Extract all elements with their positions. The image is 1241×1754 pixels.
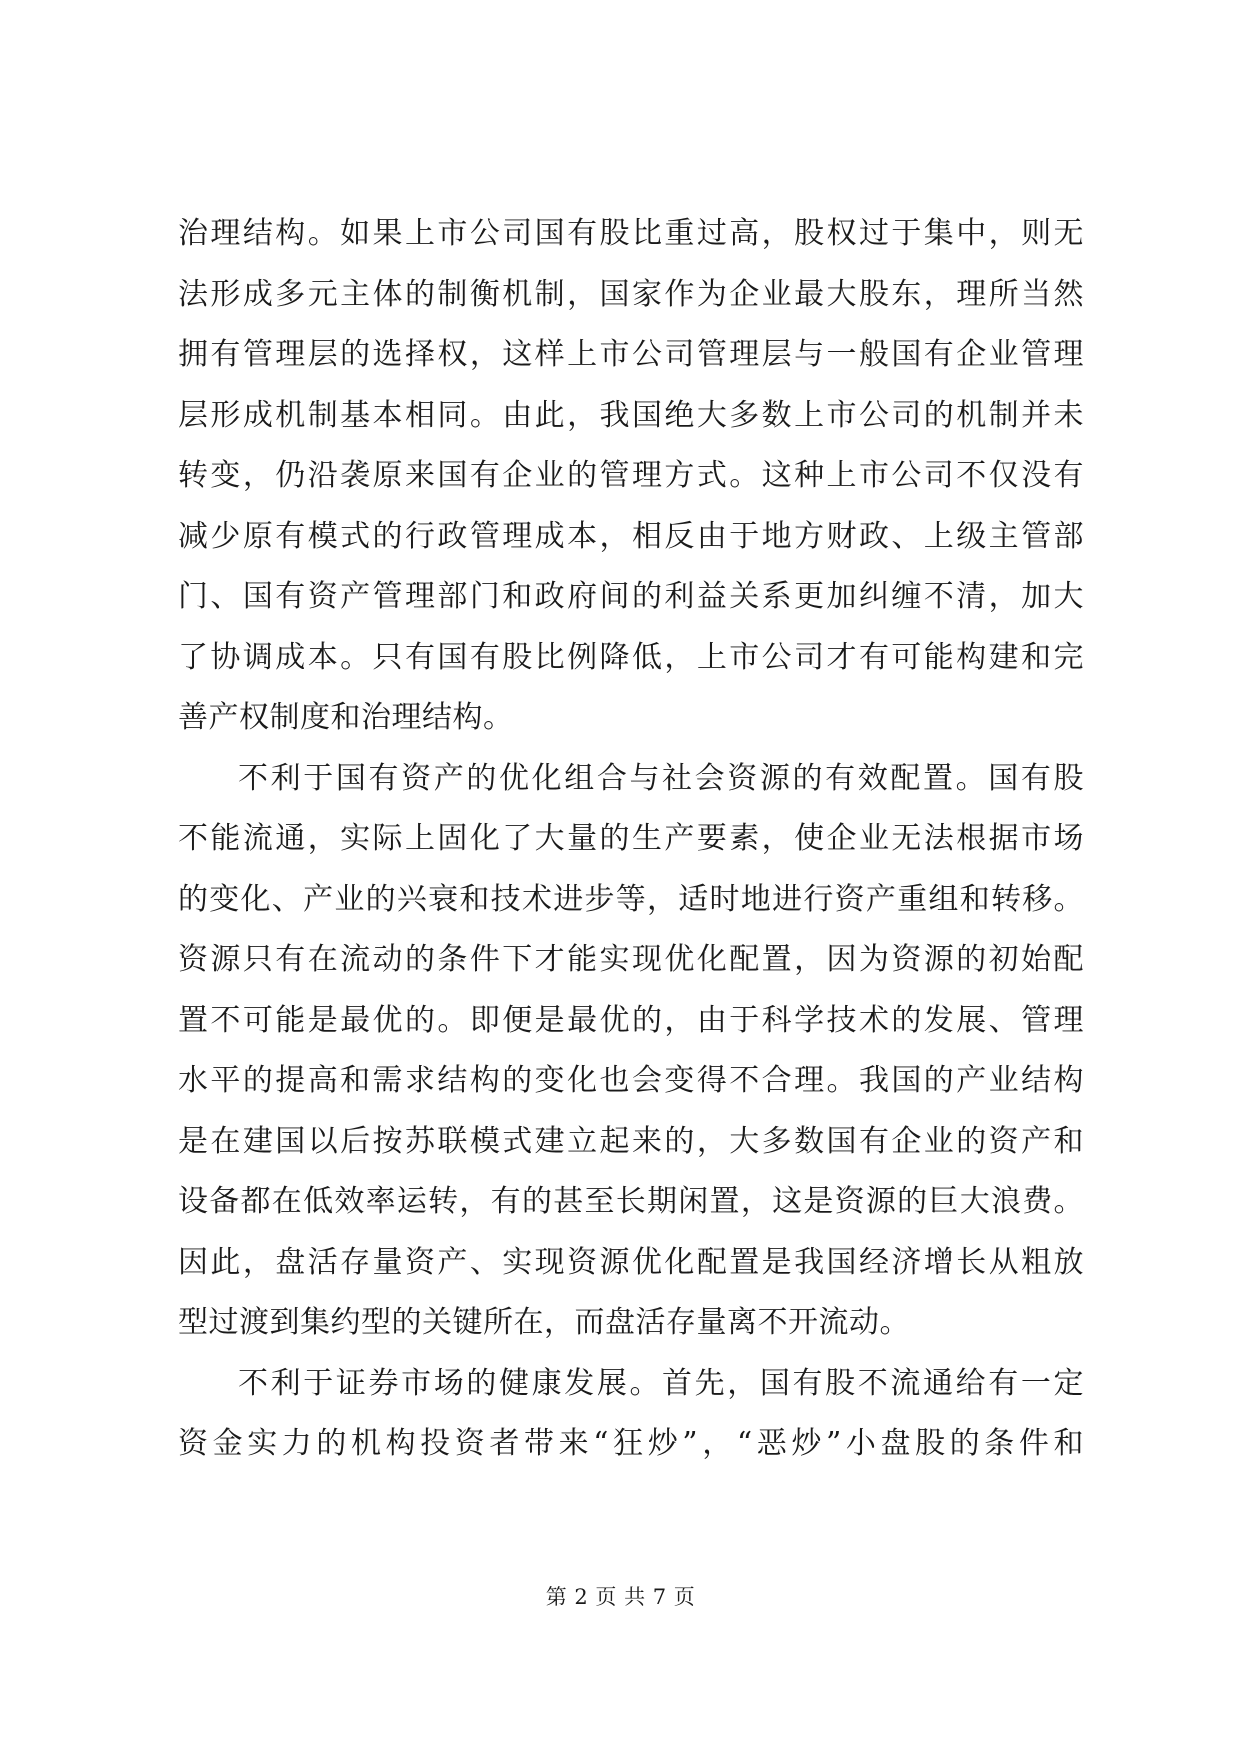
text-line: 法形成多元主体的制衡机制，国家作为企业最大股东，理所当然 (178, 276, 1084, 312)
paragraph-first-line: 不利于证券市场的健康发展。首先，国有股不流通给有一定 (238, 1365, 1084, 1401)
text-line: 资源只有在流动的条件下才能实现优化配置，因为资源的初始配 (178, 942, 1084, 977)
text-line: 置不可能是最优的。即便是最优的，由于科学技术的发展、管理 (178, 1002, 1084, 1038)
text-line: 减少原有模式的行政管理成本，相反由于地方财政、上级主管部 (178, 518, 1084, 554)
text-line: 拥有管理层的选择权，这样上市公司管理层与一般国有企业管理 (178, 337, 1084, 372)
paragraph-first-line: 不利于国有资产的优化组合与社会资源的有效配置。国有股 (238, 760, 1084, 796)
document-body (178, 204, 1084, 1475)
text-line: 资金实力的机构投资者带来“狂炒”，“恶炒”小盘股的条件和 (178, 1426, 1084, 1461)
text-line: 治理结构。如果上市公司国有股比重过高，股权过于集中，则无 (178, 216, 1084, 251)
paragraph-last-line: 善产权制度和治理结构。 (178, 700, 514, 735)
text-line: 的变化、产业的兴衰和技术进步等，适时地进行资产重组和转移。 (178, 881, 1084, 917)
text-line: 了协调成本。只有国有股比例降低，上市公司才有可能构建和完 (178, 639, 1084, 675)
page-number: 第 2 页 共 7 页 (545, 1585, 696, 1609)
text-line: 设备都在低效率运转，有的甚至长期闲置，这是资源的巨大浪费。 (178, 1184, 1084, 1219)
text-line: 水平的提高和需求结构的变化也会变得不合理。我国的产业结构 (178, 1063, 1084, 1098)
text-line: 是在建国以后按苏联模式建立起来的，大多数国有企业的资产和 (178, 1123, 1084, 1159)
text-line: 层形成机制基本相同。由此，我国绝大多数上市公司的机制并未 (178, 397, 1084, 433)
text-line: 因此，盘活存量资产、实现资源优化配置是我国经济增长从粗放 (178, 1244, 1084, 1280)
text-line: 门、国有资产管理部门和政府间的利益关系更加纠缠不清，加大 (178, 579, 1084, 614)
text-line: 不能流通，实际上固化了大量的生产要素，使企业无法根据市场 (178, 821, 1084, 856)
paragraph-last-line: 型过渡到集约型的关键所在，而盘活存量离不开流动。 (178, 1305, 910, 1340)
text-line: 转变，仍沿袭原来国有企业的管理方式。这种上市公司不仅没有 (178, 458, 1084, 493)
